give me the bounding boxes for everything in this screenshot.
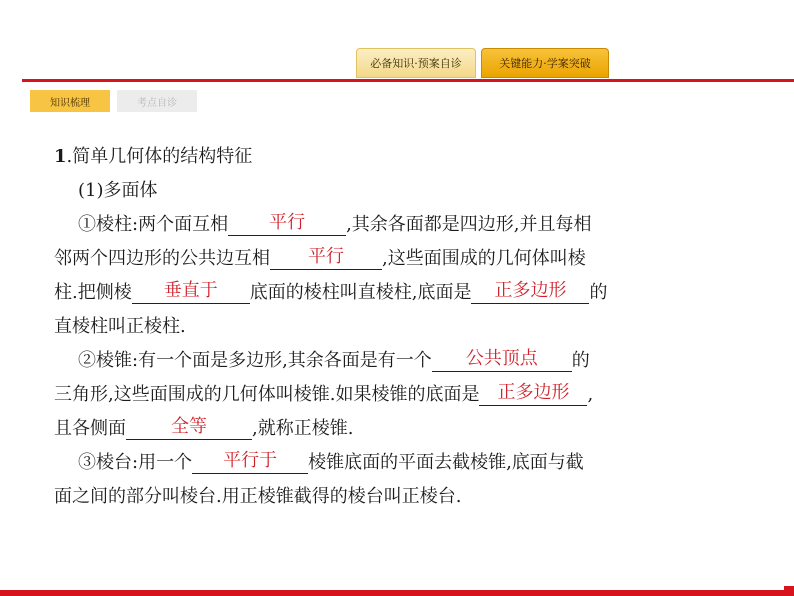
text-segment: 且各侧面 xyxy=(54,418,126,439)
text-line xyxy=(54,412,754,446)
text-segment: 棱锥底面的平面去截棱锥,底面与截 xyxy=(308,452,584,473)
text-segment: ,其余各面都是四边形,并且每相 xyxy=(346,214,592,235)
footer-corner xyxy=(784,586,794,596)
text-line: 直棱柱叫正棱柱. xyxy=(54,316,186,337)
answer-blank xyxy=(270,246,382,270)
text-line xyxy=(54,276,754,310)
text-segment: 三角形,这些面围成的几何体叫棱锥.如果棱锥的底面是 xyxy=(54,384,480,405)
text-segment: 邻两个四边形的公共边互相 xyxy=(54,248,270,269)
answer-text: 全等 xyxy=(171,416,207,437)
answer-blank xyxy=(471,280,589,304)
text-line xyxy=(54,208,754,242)
answer-blank xyxy=(432,348,572,372)
answer-text: 平行于 xyxy=(223,450,278,471)
tab-key-ability[interactable]: 关键能力·学案突破 xyxy=(481,48,609,78)
lesson-content xyxy=(54,140,754,514)
answer-text: 正多边形 xyxy=(497,382,570,403)
text-segment: ,这些面围成的几何体叫棱 xyxy=(382,248,586,269)
answer-text: 正多边形 xyxy=(494,280,567,301)
text-segment: 的 xyxy=(589,282,608,303)
answer-text: 公共顶点 xyxy=(465,348,538,369)
answer-blank xyxy=(132,280,250,304)
section-heading xyxy=(54,140,754,174)
answer-text: 垂直于 xyxy=(163,280,218,301)
text-segment: ②棱锥:有一个面是多边形,其余各面是有一个 xyxy=(78,350,432,371)
text-segment: ③棱台:用一个 xyxy=(78,452,193,473)
text-line xyxy=(54,344,754,378)
heading-number: 1 xyxy=(54,146,67,167)
text-line xyxy=(54,242,754,276)
text-line xyxy=(54,446,754,480)
header-divider xyxy=(22,79,794,82)
text-line xyxy=(54,378,754,412)
text-segment: 底面的棱柱叫直棱柱,底面是 xyxy=(249,282,472,303)
heading-text: .简单几何体的结构特征 xyxy=(66,146,253,167)
tab-essential-knowledge[interactable]: 必备知识·预案自诊 xyxy=(356,48,476,78)
text-segment: ,就称正棱锥. xyxy=(252,418,354,439)
subtab-knowledge-review[interactable]: 知识梳理 xyxy=(30,90,110,112)
text-line: 面之间的部分叫棱台.用正棱锥截得的棱台叫正棱台. xyxy=(54,486,462,507)
text-segment: ①棱柱:两个面互相 xyxy=(78,214,229,235)
text-segment: 的 xyxy=(571,350,590,371)
answer-text: 平行 xyxy=(269,212,306,233)
answer-blank xyxy=(479,382,587,406)
footer-bar xyxy=(0,590,794,596)
answer-text: 平行 xyxy=(308,246,344,267)
answer-blank xyxy=(228,212,346,236)
answer-blank xyxy=(126,416,252,440)
answer-blank xyxy=(192,450,308,474)
text-segment: , xyxy=(587,384,594,405)
subheading-polyhedron: (1)多面体 xyxy=(78,180,158,201)
subtab-self-test[interactable]: 考点自诊 xyxy=(117,90,197,112)
text-segment: 柱.把侧棱 xyxy=(54,282,132,303)
